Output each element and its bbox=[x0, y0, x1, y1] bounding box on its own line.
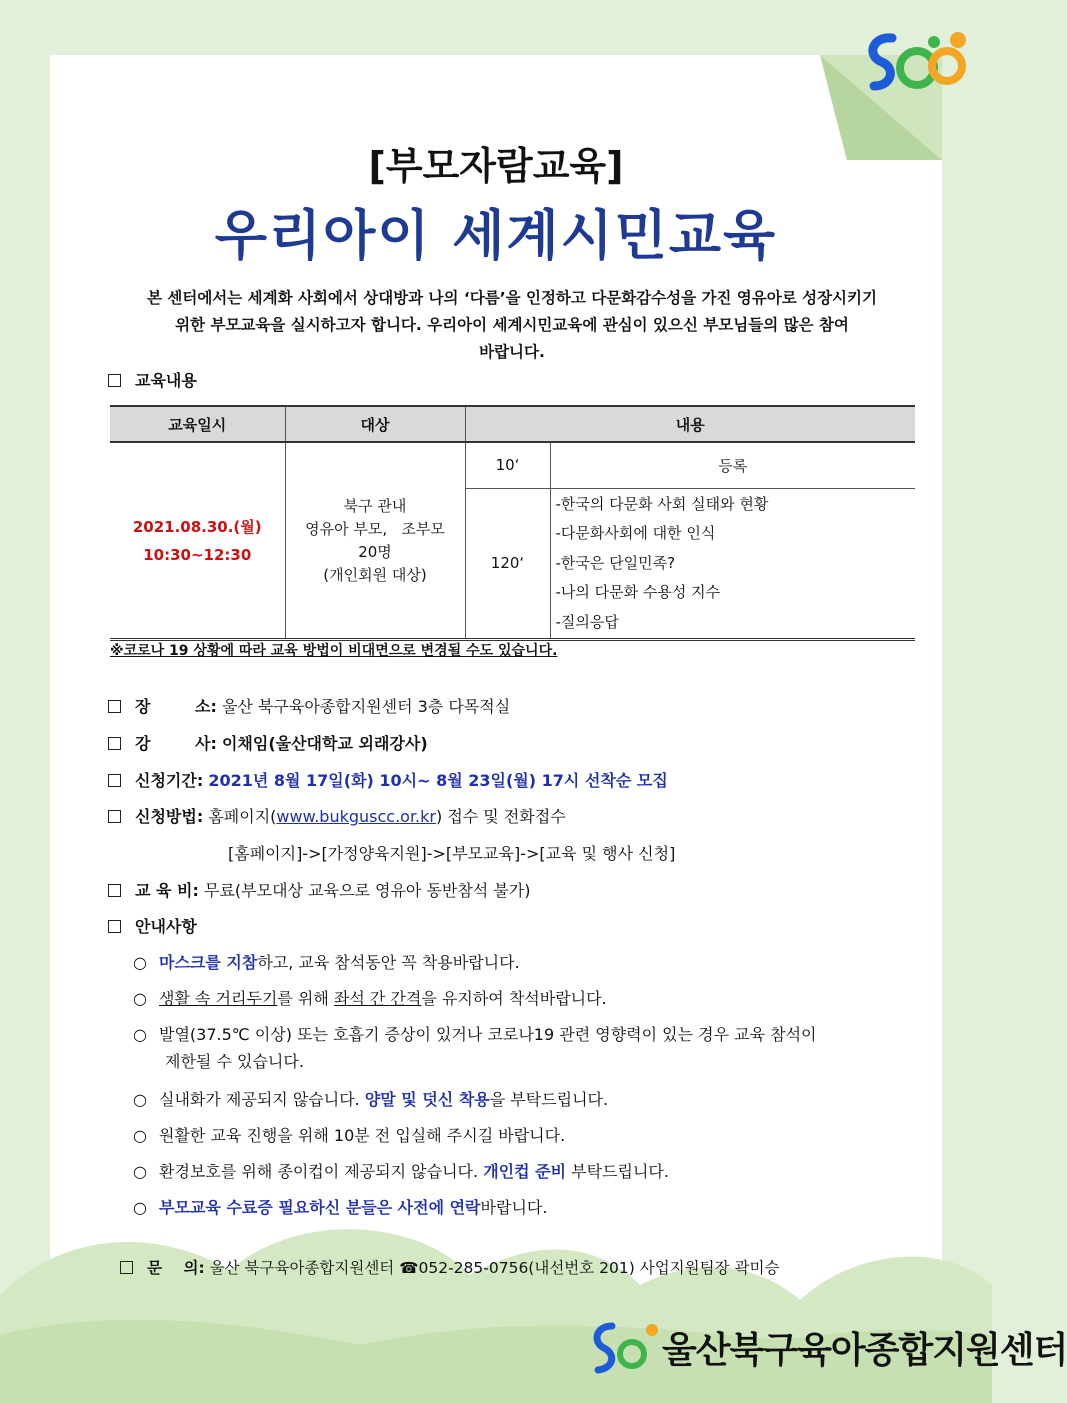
checkbox-square-icon bbox=[108, 810, 121, 823]
method-text: 홈페이지( bbox=[208, 807, 277, 826]
intro-line: 위한 부모교육을 실시하고자 합니다. 우리아이 세계시민교육에 관심이 있으신 부모님들의 많은 참여 bbox=[175, 316, 849, 334]
period-label: 신청기간: bbox=[135, 771, 204, 790]
circle-bullet-icon: ○ bbox=[133, 1162, 147, 1181]
target-line: (개인회원 대상) bbox=[323, 565, 427, 584]
period-row bbox=[108, 768, 668, 791]
lecturer-row bbox=[108, 731, 428, 754]
page-title: 우리아이 세계시민교육 bbox=[214, 204, 778, 267]
date-text: 2021.08.30.(월) bbox=[132, 517, 262, 536]
content-item: -질의응답 bbox=[555, 612, 619, 631]
guide-row bbox=[108, 914, 197, 937]
method-text: ) 접수 및 전화접수 bbox=[435, 807, 566, 826]
circle-bullet-icon: ○ bbox=[133, 1025, 147, 1044]
fee-label: 교 육 비: bbox=[135, 881, 199, 900]
checkbox-square-icon bbox=[108, 884, 121, 897]
target-line: 20명 bbox=[358, 542, 392, 561]
checkbox-square-icon bbox=[108, 774, 121, 787]
checkbox-square-icon bbox=[108, 700, 121, 713]
target-line: 영유아 부모, 조부모 bbox=[305, 519, 445, 538]
content-item: -한국의 다문화 사회 실태와 현황 bbox=[555, 494, 769, 513]
guide-item: ○ 실내화가 제공되지 않습니다. 양말 및 덧신 착용을 부탁드립니다. bbox=[133, 1090, 609, 1109]
place-label: 장 소: bbox=[135, 697, 217, 716]
method-label: 신청방법: bbox=[135, 807, 204, 826]
section-content-heading: 교육내용 bbox=[108, 368, 197, 391]
intro-line: 바랍니다. bbox=[479, 343, 545, 361]
lecturer-label: 강 사: bbox=[135, 734, 217, 753]
content-cell bbox=[550, 488, 915, 640]
time-text: 10:30~12:30 bbox=[143, 545, 252, 564]
schedule-table bbox=[110, 405, 915, 641]
content-item: -한국은 단일민족? bbox=[555, 553, 676, 572]
contact-label: 문 의: bbox=[147, 1259, 205, 1277]
circle-bullet-icon: ○ bbox=[133, 989, 147, 1008]
fee-row bbox=[108, 878, 531, 901]
period-value: 2021년 8월 17일(화) 10시~ 8월 23일(월) 17시 선착순 모집 bbox=[208, 771, 668, 790]
guide-item: ○ 환경보호를 위해 종이컵이 제공되지 않습니다. 개인컵 준비 부탁드립니다. bbox=[133, 1162, 669, 1181]
time-cell: 120‘ bbox=[465, 488, 550, 640]
intro-line: 본 센터에서는 세계화 사회에서 상대방과 나의 ‘다름’을 인정하고 다문화감수성을 가진 영유아로 성장시키기 bbox=[147, 289, 877, 307]
guide-item: ○ 부모교육 수료증 필요하신 분들은 사전에 연락바랍니다. bbox=[133, 1198, 548, 1217]
table-header: 교육일시 bbox=[110, 406, 285, 442]
lecturer-value: 이채임(울산대학교 외래강사) bbox=[221, 734, 428, 753]
target-line: 북구 관내 bbox=[343, 496, 407, 515]
circle-bullet-icon: ○ bbox=[133, 1126, 147, 1145]
organization-name: 울산북구육아종합지원센터 bbox=[662, 1330, 1067, 1371]
method-path: [홈페이지]->[가정양육지원]->[부모교육]->[교육 및 행사 신청] bbox=[228, 844, 676, 863]
checkbox-square-icon bbox=[108, 920, 121, 933]
table-header: 대상 bbox=[285, 406, 465, 442]
content-item: -나의 다문화 수용성 지수 bbox=[555, 583, 721, 601]
guide-item: ○ 생활 속 거리두기를 위해 좌석 간 간격을 유지하여 착석바랍니다. bbox=[133, 989, 607, 1008]
place-value: 울산 북구육아종합지원센터 3층 다목적실 bbox=[221, 697, 511, 716]
intro-paragraph bbox=[108, 285, 916, 366]
checkbox-square-icon bbox=[120, 1261, 133, 1274]
content-cell: 등록 bbox=[550, 442, 915, 488]
guide-label: 안내사항 bbox=[135, 917, 197, 936]
checkbox-square-icon bbox=[108, 374, 121, 387]
time-cell: 10‘ bbox=[465, 442, 550, 488]
guide-item-continuation: 제한될 수 있습니다. bbox=[165, 1052, 304, 1071]
target-cell bbox=[285, 442, 465, 640]
circle-bullet-icon: ○ bbox=[133, 953, 147, 972]
guide-item: ○ 원활한 교육 진행을 위해 10분 전 입실해 주시길 바랍니다. bbox=[133, 1126, 566, 1145]
table-header: 내용 bbox=[465, 406, 915, 442]
circle-bullet-icon: ○ bbox=[133, 1090, 147, 1109]
title-bracket: [부모자람교육] bbox=[368, 144, 624, 188]
center-logo-icon bbox=[862, 28, 974, 100]
homepage-link[interactable]: www.bukguscc.or.kr bbox=[276, 807, 436, 826]
guide-item: ○ 발열(37.5℃ 이상) 또는 호흡기 증상이 있거나 코로나19 관련 영향력이 있는 경우 교육 참석이 bbox=[133, 1025, 817, 1044]
content-item: -다문화사회에 대한 인식 bbox=[555, 524, 716, 542]
date-cell bbox=[110, 442, 285, 640]
fee-value: 무료(부모대상 교육으로 영유아 동반참석 불가) bbox=[204, 881, 531, 900]
place-row bbox=[108, 694, 510, 717]
contact-row bbox=[120, 1256, 779, 1278]
guide-item: ○ 마스크를 지참하고, 교육 참석동안 꼭 착용바랍니다. bbox=[133, 953, 520, 972]
method-row bbox=[108, 804, 566, 827]
checkbox-square-icon bbox=[108, 737, 121, 750]
covid-note: ※코로나 19 상황에 따라 교육 방법이 비대면으로 변경될 수도 있습니다. bbox=[110, 643, 558, 659]
circle-bullet-icon: ○ bbox=[133, 1198, 147, 1217]
contact-text: 울산 북구육아종합지원센터 ☎052-285-0756(내선번호 201) 사업지원팀장 곽미승 bbox=[209, 1259, 780, 1277]
